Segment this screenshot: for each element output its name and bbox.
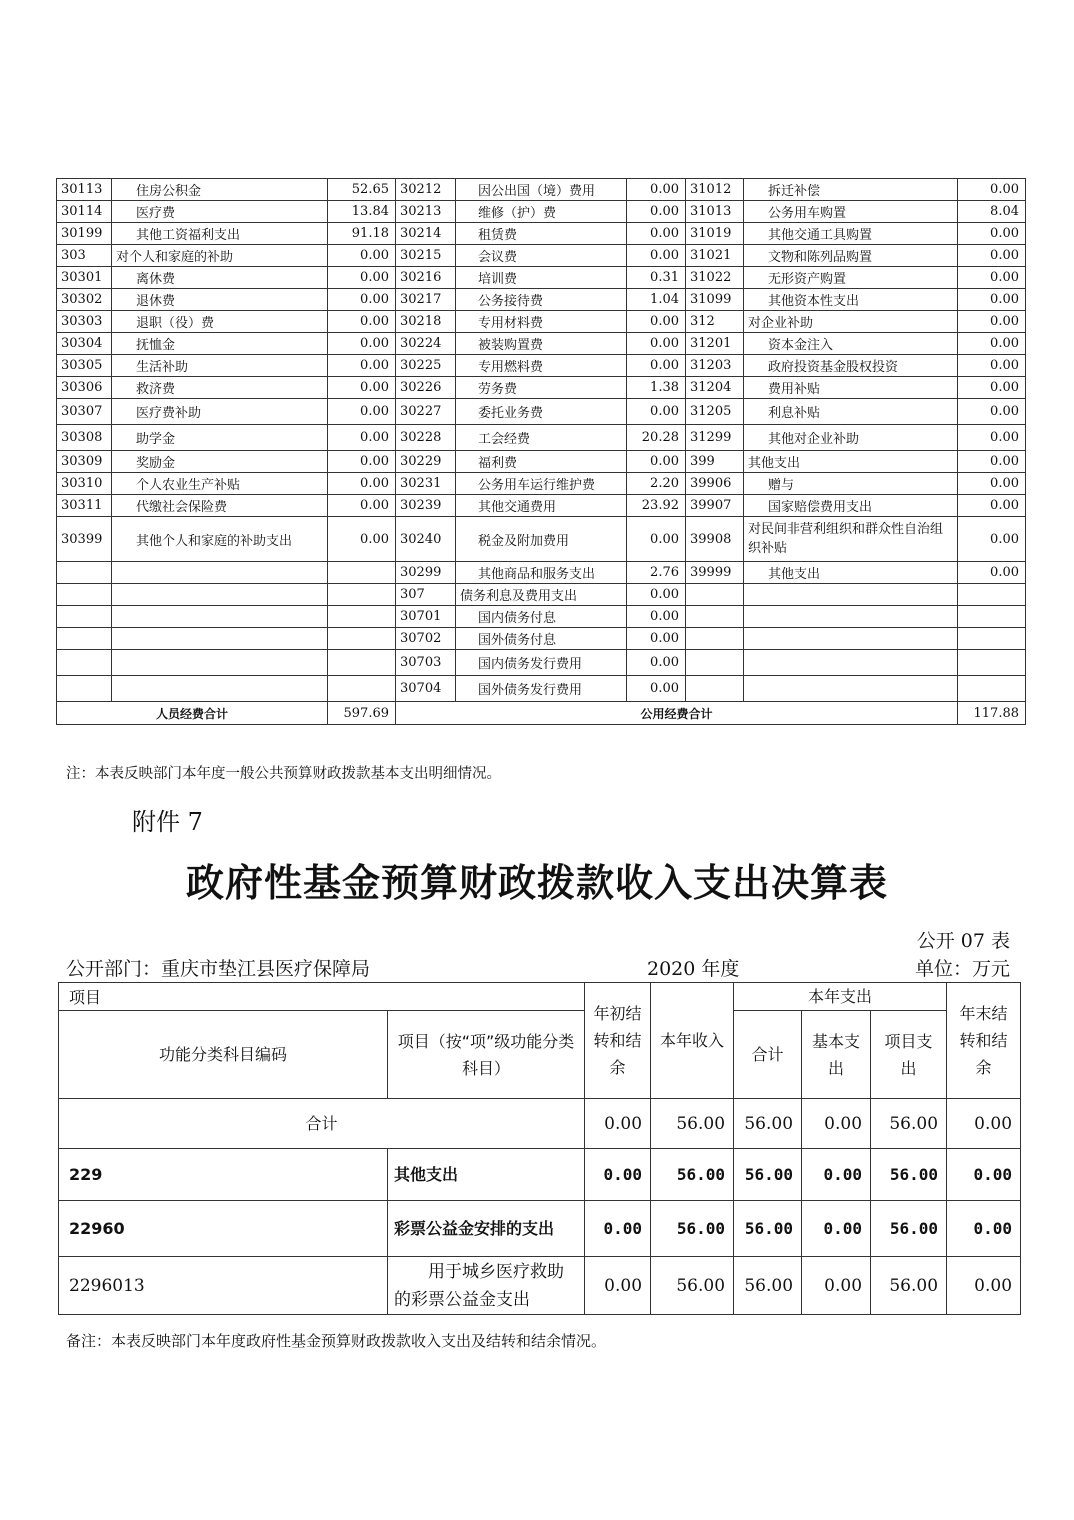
header-total: 合计	[734, 1011, 802, 1099]
code-cell: 307	[396, 584, 456, 606]
value-cell: 0.00	[627, 606, 686, 628]
code-cell: 39906	[686, 473, 744, 495]
value-cell: 0.00	[958, 425, 1026, 451]
detail-row	[57, 377, 1026, 399]
detail-row	[57, 223, 1026, 245]
header-item: 项目	[59, 983, 585, 1011]
value-cell: 8.04	[958, 201, 1026, 223]
name-cell: 奖励金	[112, 451, 328, 473]
value-cell	[958, 584, 1026, 606]
value-cell	[958, 606, 1026, 628]
code-cell	[57, 676, 112, 702]
code-cell: 30703	[396, 650, 456, 676]
name-cell: 代缴社会保险费	[112, 495, 328, 517]
name-cell: 福利费	[456, 451, 627, 473]
code-cell	[57, 584, 112, 606]
code-cell: 30228	[396, 425, 456, 451]
header-begin-balance: 年初结转和结余	[585, 983, 651, 1099]
fund-table-note: 备注：本表反映部门本年度政府性基金预算财政拨款收入支出及结转和结余情况。	[66, 1332, 607, 1350]
code-cell: 31013	[686, 201, 744, 223]
value-cell: 0.00	[958, 245, 1026, 267]
value-cell: 1.38	[627, 377, 686, 399]
value-cell: 0.00	[627, 201, 686, 223]
code-cell: 30305	[57, 355, 112, 377]
code-cell: 30302	[57, 289, 112, 311]
value-cell: 0.00	[627, 179, 686, 201]
detail-row	[57, 355, 1026, 377]
code-cell: 31201	[686, 333, 744, 355]
value-cell: 0.00	[958, 451, 1026, 473]
name-cell: 其他工资福利支出	[112, 223, 328, 245]
name-cell: 劳务费	[456, 377, 627, 399]
value-cell: 0.00	[627, 628, 686, 650]
fund-total-row	[59, 1099, 1021, 1149]
value-cell: 0.00	[958, 399, 1026, 425]
name-cell: 专用材料费	[456, 311, 627, 333]
code-cell: 30239	[396, 495, 456, 517]
value-cell: 0.00	[627, 245, 686, 267]
value-cell: 0.00	[958, 517, 1026, 562]
name-cell	[112, 606, 328, 628]
code-cell: 39999	[686, 562, 744, 584]
code-cell: 30224	[396, 333, 456, 355]
value-cell: 0.00	[627, 311, 686, 333]
value-cell: 0.00	[958, 289, 1026, 311]
name-cell	[744, 628, 958, 650]
fund-project: 56.00	[871, 1201, 947, 1257]
detail-row	[57, 606, 1026, 628]
name-cell: 对个人和家庭的补助	[112, 245, 328, 267]
name-cell: 赠与	[744, 473, 958, 495]
value-cell: 0.00	[958, 377, 1026, 399]
detail-row	[57, 495, 1026, 517]
name-cell: 其他资本性支出	[744, 289, 958, 311]
detail-row	[57, 201, 1026, 223]
fund-basic: 0.00	[802, 1149, 871, 1201]
header-name: 项目（按“项”级功能分类科目）	[388, 1011, 585, 1099]
fund-budget-table	[58, 982, 1021, 1315]
value-cell: 0.00	[328, 451, 396, 473]
code-cell: 303	[57, 245, 112, 267]
value-cell: 0.00	[328, 267, 396, 289]
detail-row	[57, 676, 1026, 702]
code-cell: 312	[686, 311, 744, 333]
fund-code: 22960	[59, 1201, 388, 1257]
fund-name: 用于城乡医疗救助的彩票公益金支出	[388, 1257, 585, 1315]
value-cell: 52.65	[328, 179, 396, 201]
detail-row	[57, 289, 1026, 311]
value-cell: 0.00	[328, 377, 396, 399]
value-cell	[958, 628, 1026, 650]
code-cell: 30212	[396, 179, 456, 201]
code-cell: 30213	[396, 201, 456, 223]
name-cell	[112, 676, 328, 702]
detail-row	[57, 562, 1026, 584]
fund-total-basic: 0.00	[802, 1099, 871, 1149]
name-cell: 拆迁补偿	[744, 179, 958, 201]
header-row-2	[59, 1011, 1021, 1099]
header-end-balance: 年末结转和结余	[947, 983, 1021, 1099]
name-cell: 其他个人和家庭的补助支出	[112, 517, 328, 562]
detail-row	[57, 584, 1026, 606]
name-cell: 国外债务付息	[456, 628, 627, 650]
department: 公开部门：重庆市垫江县医疗保障局	[66, 958, 371, 980]
header-project: 项目支出	[871, 1011, 947, 1099]
code-cell	[686, 606, 744, 628]
fund-begin: 0.00	[585, 1201, 651, 1257]
code-cell: 31204	[686, 377, 744, 399]
fund-expense-total: 56.00	[734, 1257, 802, 1315]
code-cell: 30308	[57, 425, 112, 451]
value-cell: 0.00	[627, 355, 686, 377]
code-cell: 30226	[396, 377, 456, 399]
code-cell: 31099	[686, 289, 744, 311]
name-cell: 政府投资基金股权投资	[744, 355, 958, 377]
detail-row	[57, 245, 1026, 267]
code-cell: 30225	[396, 355, 456, 377]
code-cell: 30218	[396, 311, 456, 333]
code-cell: 39908	[686, 517, 744, 562]
detail-row	[57, 517, 1026, 562]
personnel-total-label: 人员经费合计	[57, 702, 328, 725]
name-cell: 利息补贴	[744, 399, 958, 425]
code-cell	[57, 562, 112, 584]
header-code: 功能分类科目编码	[59, 1011, 388, 1099]
code-cell: 30114	[57, 201, 112, 223]
fund-end: 0.00	[947, 1201, 1021, 1257]
code-cell: 31203	[686, 355, 744, 377]
code-cell: 30227	[396, 399, 456, 425]
detail-row	[57, 425, 1026, 451]
value-cell	[328, 606, 396, 628]
value-cell	[328, 628, 396, 650]
name-cell: 被装购置费	[456, 333, 627, 355]
value-cell: 23.92	[627, 495, 686, 517]
fund-begin: 0.00	[585, 1149, 651, 1201]
value-cell: 0.00	[958, 473, 1026, 495]
name-cell	[112, 584, 328, 606]
name-cell: 生活补助	[112, 355, 328, 377]
name-cell	[112, 628, 328, 650]
fiscal-year: 2020 年度	[647, 958, 740, 980]
code-cell: 30229	[396, 451, 456, 473]
name-cell: 助学金	[112, 425, 328, 451]
name-cell	[744, 606, 958, 628]
code-cell: 30702	[396, 628, 456, 650]
detail-row	[57, 451, 1026, 473]
value-cell	[328, 562, 396, 584]
value-cell: 0.00	[627, 451, 686, 473]
detail-total-row	[57, 702, 1026, 725]
name-cell: 专用燃料费	[456, 355, 627, 377]
fund-total-project: 56.00	[871, 1099, 947, 1149]
value-cell	[958, 650, 1026, 676]
value-cell: 0.00	[328, 399, 396, 425]
code-cell: 30303	[57, 311, 112, 333]
code-cell: 31299	[686, 425, 744, 451]
value-cell: 0.00	[328, 517, 396, 562]
name-cell: 离休费	[112, 267, 328, 289]
code-cell: 30309	[57, 451, 112, 473]
name-cell: 国内债务发行费用	[456, 650, 627, 676]
value-cell: 2.20	[627, 473, 686, 495]
value-cell: 2.76	[627, 562, 686, 584]
value-cell: 0.00	[627, 399, 686, 425]
name-cell: 医疗费	[112, 201, 328, 223]
code-cell	[57, 650, 112, 676]
name-cell: 其他商品和服务支出	[456, 562, 627, 584]
name-cell	[744, 676, 958, 702]
name-cell: 维修（护）费	[456, 201, 627, 223]
value-cell: 0.00	[627, 584, 686, 606]
name-cell: 税金及附加费用	[456, 517, 627, 562]
header-expense-group: 本年支出	[734, 983, 947, 1011]
code-cell: 30216	[396, 267, 456, 289]
value-cell: 0.00	[328, 473, 396, 495]
detail-row	[57, 399, 1026, 425]
value-cell: 0.00	[328, 425, 396, 451]
value-cell: 0.00	[627, 676, 686, 702]
fund-row	[59, 1149, 1021, 1201]
name-cell: 工会经费	[456, 425, 627, 451]
code-cell	[686, 584, 744, 606]
value-cell: 20.28	[627, 425, 686, 451]
value-cell: 0.00	[627, 650, 686, 676]
code-cell: 31012	[686, 179, 744, 201]
code-cell: 30307	[57, 399, 112, 425]
code-cell: 31205	[686, 399, 744, 425]
value-cell: 0.00	[328, 355, 396, 377]
name-cell: 其他交通工具购置	[744, 223, 958, 245]
name-cell	[744, 650, 958, 676]
fund-total-end: 0.00	[947, 1099, 1021, 1149]
value-cell: 0.00	[328, 495, 396, 517]
header-row-1	[59, 983, 1021, 1011]
code-cell	[686, 650, 744, 676]
value-cell: 0.00	[958, 333, 1026, 355]
name-cell: 无形资产购置	[744, 267, 958, 289]
name-cell: 培训费	[456, 267, 627, 289]
code-cell: 30214	[396, 223, 456, 245]
fund-income: 56.00	[651, 1257, 734, 1315]
fund-income: 56.00	[651, 1149, 734, 1201]
fund-income: 56.00	[651, 1201, 734, 1257]
value-cell: 0.00	[958, 179, 1026, 201]
fund-project: 56.00	[871, 1257, 947, 1315]
code-cell: 30217	[396, 289, 456, 311]
fund-expense-total: 56.00	[734, 1149, 802, 1201]
name-cell: 文物和陈列品购置	[744, 245, 958, 267]
header-income: 本年收入	[651, 983, 734, 1099]
fund-name: 其他支出	[388, 1149, 585, 1201]
value-cell	[328, 650, 396, 676]
name-cell: 个人农业生产补贴	[112, 473, 328, 495]
name-cell: 费用补贴	[744, 377, 958, 399]
code-cell: 30704	[396, 676, 456, 702]
value-cell: 1.04	[627, 289, 686, 311]
code-cell: 30240	[396, 517, 456, 562]
code-cell: 30701	[396, 606, 456, 628]
fund-name: 彩票公益金安排的支出	[388, 1201, 585, 1257]
value-cell: 0.00	[328, 289, 396, 311]
code-cell: 30299	[396, 562, 456, 584]
code-cell: 30199	[57, 223, 112, 245]
value-cell: 0.00	[328, 333, 396, 355]
value-cell: 0.00	[958, 311, 1026, 333]
value-cell	[958, 676, 1026, 702]
fund-project: 56.00	[871, 1149, 947, 1201]
fund-total-expense: 56.00	[734, 1099, 802, 1149]
value-cell	[328, 676, 396, 702]
public-total-label: 公用经费合计	[396, 702, 958, 725]
name-cell: 资本金注入	[744, 333, 958, 355]
code-cell: 399	[686, 451, 744, 473]
fund-total-income: 56.00	[651, 1099, 734, 1149]
detail-row	[57, 628, 1026, 650]
detail-row	[57, 650, 1026, 676]
name-cell: 对企业补助	[744, 311, 958, 333]
name-cell: 住房公积金	[112, 179, 328, 201]
code-cell	[686, 676, 744, 702]
name-cell: 其他支出	[744, 562, 958, 584]
detail-table-note: 注：本表反映部门本年度一般公共预算财政拨款基本支出明细情况。	[66, 766, 501, 782]
code-cell: 30113	[57, 179, 112, 201]
name-cell: 公务接待费	[456, 289, 627, 311]
value-cell: 0.00	[958, 223, 1026, 245]
code-cell	[57, 628, 112, 650]
header-basic: 基本支出	[802, 1011, 871, 1099]
name-cell: 退休费	[112, 289, 328, 311]
value-cell: 0.00	[328, 245, 396, 267]
value-cell	[328, 584, 396, 606]
code-cell	[57, 606, 112, 628]
personnel-total-value: 597.69	[328, 702, 396, 725]
code-cell: 31022	[686, 267, 744, 289]
name-cell: 退职（役）费	[112, 311, 328, 333]
detail-row	[57, 179, 1026, 201]
attachment-label: 附件 7	[132, 808, 203, 836]
value-cell: 0.31	[627, 267, 686, 289]
code-cell: 30311	[57, 495, 112, 517]
fund-basic: 0.00	[802, 1201, 871, 1257]
name-cell: 其他对企业补助	[744, 425, 958, 451]
value-cell: 0.00	[958, 495, 1026, 517]
detail-row	[57, 267, 1026, 289]
fund-expense-total: 56.00	[734, 1201, 802, 1257]
unit-label: 单位：万元	[914, 958, 1010, 980]
name-cell: 其他交通费用	[456, 495, 627, 517]
public-total-value: 117.88	[958, 702, 1026, 725]
code-cell: 30306	[57, 377, 112, 399]
value-cell: 13.84	[328, 201, 396, 223]
code-cell: 31019	[686, 223, 744, 245]
fund-begin: 0.00	[585, 1257, 651, 1315]
fund-basic: 0.00	[802, 1257, 871, 1315]
value-cell: 91.18	[328, 223, 396, 245]
code-cell: 30304	[57, 333, 112, 355]
fund-total-label: 合计	[59, 1099, 585, 1149]
name-cell: 公务用车运行维护费	[456, 473, 627, 495]
fund-code: 2296013	[59, 1257, 388, 1315]
name-cell: 国内债务付息	[456, 606, 627, 628]
code-cell: 30215	[396, 245, 456, 267]
name-cell	[112, 650, 328, 676]
name-cell: 租赁费	[456, 223, 627, 245]
name-cell: 因公出国（境）费用	[456, 179, 627, 201]
code-cell	[686, 628, 744, 650]
value-cell: 0.00	[627, 517, 686, 562]
name-cell: 其他支出	[744, 451, 958, 473]
detail-row	[57, 311, 1026, 333]
value-cell: 0.00	[958, 562, 1026, 584]
detail-row	[57, 473, 1026, 495]
form-number: 公开 07 表	[916, 930, 1010, 952]
value-cell: 0.00	[958, 355, 1026, 377]
name-cell	[744, 584, 958, 606]
code-cell: 39907	[686, 495, 744, 517]
fund-end: 0.00	[947, 1257, 1021, 1315]
fund-end: 0.00	[947, 1149, 1021, 1201]
name-cell	[112, 562, 328, 584]
name-cell: 委托业务费	[456, 399, 627, 425]
name-cell: 债务利息及费用支出	[456, 584, 627, 606]
name-cell: 救济费	[112, 377, 328, 399]
name-cell: 国家赔偿费用支出	[744, 495, 958, 517]
page-title: 政府性基金预算财政拨款收入支出决算表	[185, 860, 888, 905]
code-cell: 30231	[396, 473, 456, 495]
code-cell: 30399	[57, 517, 112, 562]
value-cell: 0.00	[627, 223, 686, 245]
basic-expense-detail-table	[56, 178, 1026, 725]
code-cell: 30301	[57, 267, 112, 289]
fund-code: 229	[59, 1149, 388, 1201]
name-cell: 国外债务发行费用	[456, 676, 627, 702]
code-cell: 30310	[57, 473, 112, 495]
value-cell: 0.00	[958, 267, 1026, 289]
value-cell: 0.00	[328, 311, 396, 333]
name-cell: 医疗费补助	[112, 399, 328, 425]
name-cell: 对民间非营利组织和群众性自治组织补贴	[744, 517, 958, 562]
code-cell: 31021	[686, 245, 744, 267]
detail-row	[57, 333, 1026, 355]
name-cell: 抚恤金	[112, 333, 328, 355]
value-cell: 0.00	[627, 333, 686, 355]
name-cell: 公务用车购置	[744, 201, 958, 223]
fund-total-begin: 0.00	[585, 1099, 651, 1149]
fund-row	[59, 1201, 1021, 1257]
fund-row	[59, 1257, 1021, 1315]
name-cell: 会议费	[456, 245, 627, 267]
